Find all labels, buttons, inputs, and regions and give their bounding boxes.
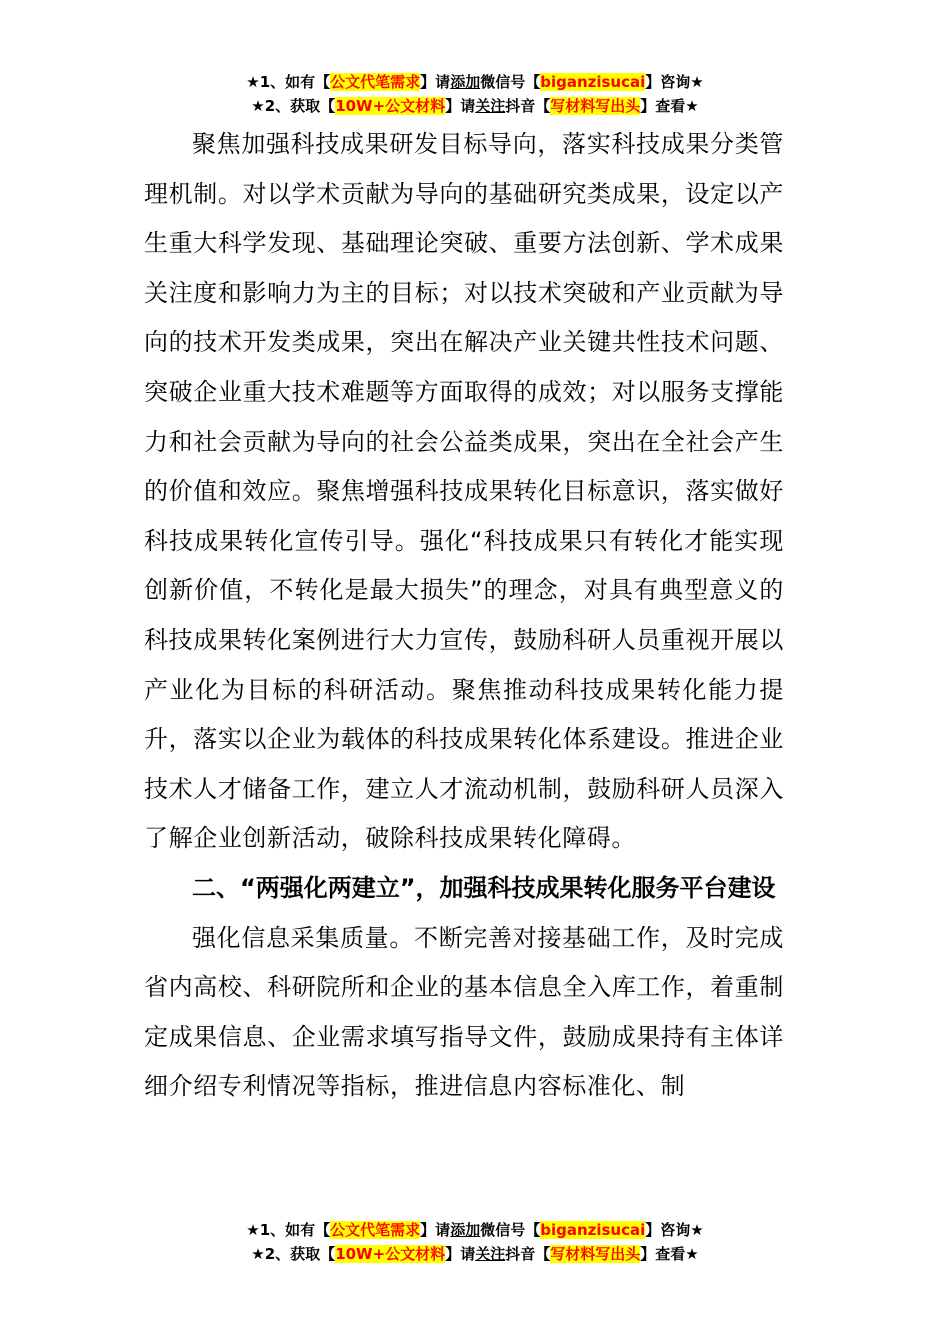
banner-text: ★2、获取【 <box>251 97 336 115</box>
banner-text: 抖音【 <box>505 1245 551 1263</box>
banner-underlined: 添加 <box>450 1221 481 1239</box>
banner-text: 微信号【 <box>480 73 541 91</box>
banner-line-1 <box>0 1218 950 1242</box>
top-banner <box>0 70 950 118</box>
banner-text: 】请 <box>420 73 451 91</box>
banner-text: 】请 <box>445 1245 476 1263</box>
banner-text: 】查看★ <box>640 97 699 115</box>
paragraph-2: 强化信息采集质量。不断完善对接基础工作，及时完成省内高校、科研院所和企业的基本信息全入库工作，着重制定成果信息、企业需求填写指导文件，鼓励成果持有主体详细介绍专利情况等指标，推进信息内容标准化、制 <box>144 923 784 1101</box>
banner-highlight: 写材料写出头 <box>550 1245 641 1263</box>
banner-highlight: biganzisucai <box>540 73 646 91</box>
banner-highlight: biganzisucai <box>540 1221 646 1239</box>
banner-highlight: 公文代笔需求 <box>330 73 421 91</box>
banner-highlight: 10W+公文材料 <box>335 1245 446 1263</box>
banner-text: 】咨询★ <box>645 73 704 91</box>
banner-highlight: 公文代笔需求 <box>330 1221 421 1239</box>
banner-text: 微信号【 <box>480 1221 541 1239</box>
banner-line-1 <box>0 70 950 94</box>
document-body <box>144 120 784 1112</box>
banner-line-2 <box>0 1242 950 1266</box>
banner-text: ★2、获取【 <box>251 1245 336 1263</box>
banner-underlined: 关注 <box>475 1245 506 1263</box>
bottom-banner <box>0 1218 950 1266</box>
banner-text: 】咨询★ <box>645 1221 704 1239</box>
banner-text: 】查看★ <box>640 1245 699 1263</box>
banner-text: ★1、如有【 <box>246 1221 331 1239</box>
banner-highlight: 写材料写出头 <box>550 97 641 115</box>
banner-underlined: 关注 <box>475 97 506 115</box>
paragraph-1: 聚焦加强科技成果研发目标导向，落实科技成果分类管理机制。对以学术贡献为导向的基础研究类成果，设定以产生重大科学发现、基础理论突破、重要方法创新、学术成果关注度和影响力为主的目标；对以技术突破和产业贡献为导向的技术开发类成果，突出在解决产业关键共性技术问题、突破企业重大技术难题等方面取得的成效；对以服务支撑能力和社会贡献为导向的社会公益类成果，突出在全社会产生的价值和效应。聚焦增强科技成果转化目标意识，落实做好科技成果转化宣传引导。强化“科技成果只有转化才能实现创新价值，不转化是最大损失”的理念，对具有典型意义的科技成果转化案例进行大力宣传，鼓励科研人员重视开展以产业化为目标的科研活动。聚焦推动科技成果转化能力提升，落实以企业为载体的科技成果转化体系建设。推进企业技术人才储备工作，建立人才流动机制，鼓励科研人员深入了解企业创新活动，破除科技成果转化障碍。 <box>144 130 784 853</box>
banner-highlight: 10W+公文材料 <box>335 97 446 115</box>
banner-line-2 <box>0 94 950 118</box>
banner-text: 】请 <box>420 1221 451 1239</box>
banner-text: 抖音【 <box>505 97 551 115</box>
banner-underlined: 添加 <box>450 73 481 91</box>
banner-text: ★1、如有【 <box>246 73 331 91</box>
banner-text: 】请 <box>445 97 476 115</box>
section-heading-2: 二、“两强化两建立”，加强科技成果转化服务平台建设 <box>192 873 776 902</box>
